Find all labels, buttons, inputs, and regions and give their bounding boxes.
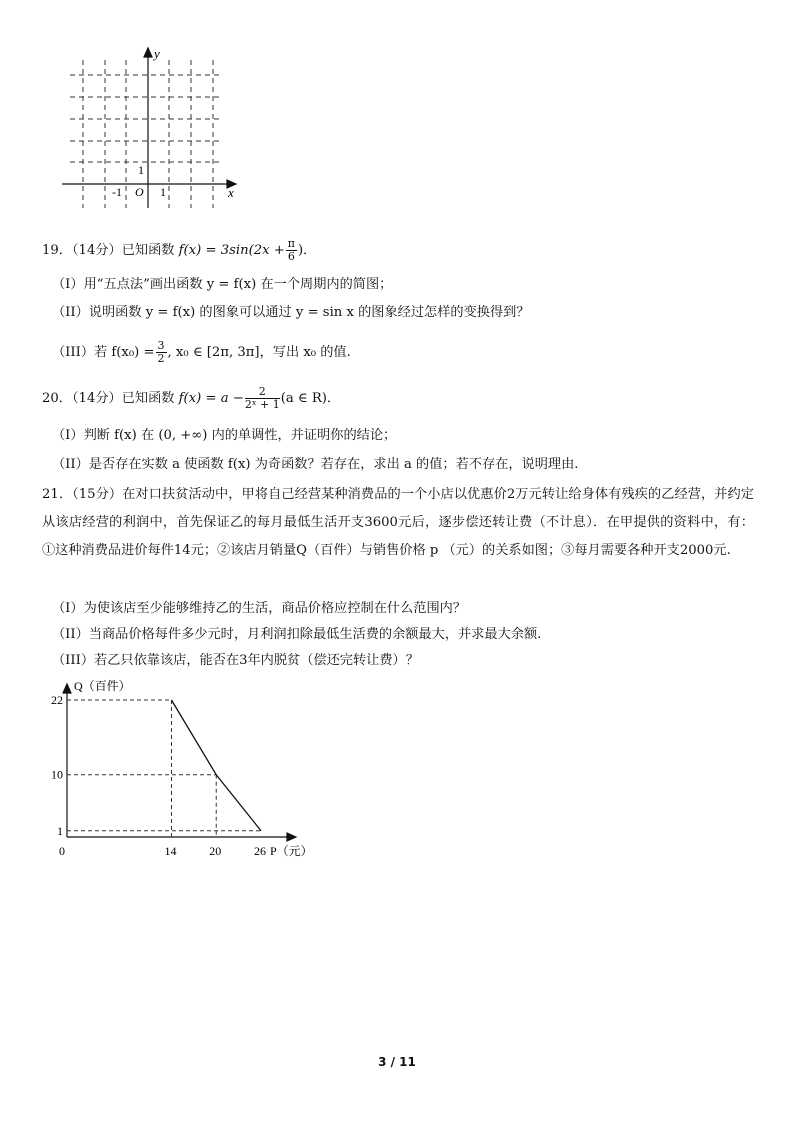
chart-y-arrow bbox=[63, 684, 71, 693]
chart-y-tick-label: 1 bbox=[57, 823, 63, 838]
q-p-chart bbox=[40, 672, 340, 872]
q19-p3-den: 2 bbox=[157, 352, 165, 365]
q20-frac-num: 2 bbox=[245, 386, 280, 399]
q21-part1: （I）为使该店至少能够维持乙的生活，商品价格应控制在什么范围内？ bbox=[52, 601, 467, 616]
grid-tick-neg1: -1 bbox=[112, 185, 122, 199]
q19-heading bbox=[42, 238, 316, 263]
q19-fraction bbox=[286, 238, 297, 263]
q19-p3-num: 3 bbox=[157, 339, 165, 352]
chart-y-tick-label: 10 bbox=[51, 767, 63, 782]
q20-func-b: (a ∈ R)． bbox=[280, 391, 341, 406]
q19-part3 bbox=[52, 340, 351, 365]
q19-frac-den: 6 bbox=[287, 250, 295, 263]
grid-tick-y1: 1 bbox=[138, 163, 144, 177]
chart-x-tick-label: 26 bbox=[254, 844, 266, 858]
grid-origin-label: O bbox=[135, 185, 144, 199]
q19-part3-b: , x₀ ∈ [2π, 3π]，写出 x₀ 的值. bbox=[167, 345, 351, 360]
grid-y-label: y bbox=[154, 46, 160, 61]
q21-part3: （III）若乙只依靠该店，能否在3年内脱贫（偿还完转让费）？ bbox=[52, 653, 419, 668]
chart-x-tick-label: 14 bbox=[164, 844, 177, 858]
q20-fraction bbox=[245, 386, 280, 411]
q21-body: 21．（15分）在对口扶贫活动中，甲将自己经营某种消费品的一个小店以优惠价2万元转让给身体有残疾的乙经营，并约定从该店经营的利润中，首先保证乙的每月最低生活开支3600元后，逐步偿还转让费（不计息）．在甲提供的资料中，有：①这种消费品进价每件14元；②该店月销量Q（百件）与销售价格 p （元）的关系如图；③每月需要各种开支2000元. bbox=[42, 487, 754, 558]
q21-part2: （II）当商品价格每件多少元时，月利润扣除最低生活费的余额最大，并求最大余额. bbox=[52, 627, 542, 642]
q20-frac-den: 2ˣ + 1 bbox=[244, 398, 280, 411]
q19-func-tail: )． bbox=[298, 243, 317, 258]
q20-head-text: 20．（14分）已知函数 bbox=[42, 391, 175, 406]
chart-y-tick-label: 22 bbox=[51, 693, 63, 707]
page-number: 3 / 11 bbox=[378, 1055, 416, 1069]
blank-grid-figure bbox=[50, 40, 250, 220]
chart-x-tick-label: 0 bbox=[59, 844, 65, 858]
chart-x-label: P（元） bbox=[270, 844, 313, 858]
grid-tick-1: 1 bbox=[160, 185, 166, 199]
q20-func-a: f(x) = a − bbox=[178, 391, 244, 406]
q19-part3-a: （III）若 f(x₀) = bbox=[52, 345, 155, 360]
chart-x-tick-label: 20 bbox=[209, 844, 222, 858]
grid-x-label: x bbox=[228, 185, 234, 200]
q19-func: f(x) = 3sin(2x + bbox=[178, 243, 285, 258]
q19-frac-num: π bbox=[287, 237, 296, 250]
q19-head-text: 19．（14分）已知函数 bbox=[42, 243, 175, 258]
chart-y-label: Q（百件） bbox=[74, 679, 131, 693]
q19-part1: （I）用“五点法”画出函数 y = f(x) 在一个周期内的简图； bbox=[52, 277, 393, 292]
q20-heading bbox=[42, 386, 340, 411]
q19-part3-fraction bbox=[156, 340, 167, 365]
chart-x-arrow bbox=[287, 833, 296, 841]
q20-part2: （II）是否存在实数 a 使函数 f(x) 为奇函数？若存在，求出 a 的值；若不存在，说明理由. bbox=[52, 457, 579, 472]
q20-part1: （I）判断 f(x) 在 (0, +∞) 内的单调性，并证明你的结论； bbox=[52, 428, 397, 443]
q19-part2: （II）说明函数 y = f(x) 的图象可以通过 y = sin x 的图象经过怎样的变换得到？ bbox=[52, 305, 530, 320]
